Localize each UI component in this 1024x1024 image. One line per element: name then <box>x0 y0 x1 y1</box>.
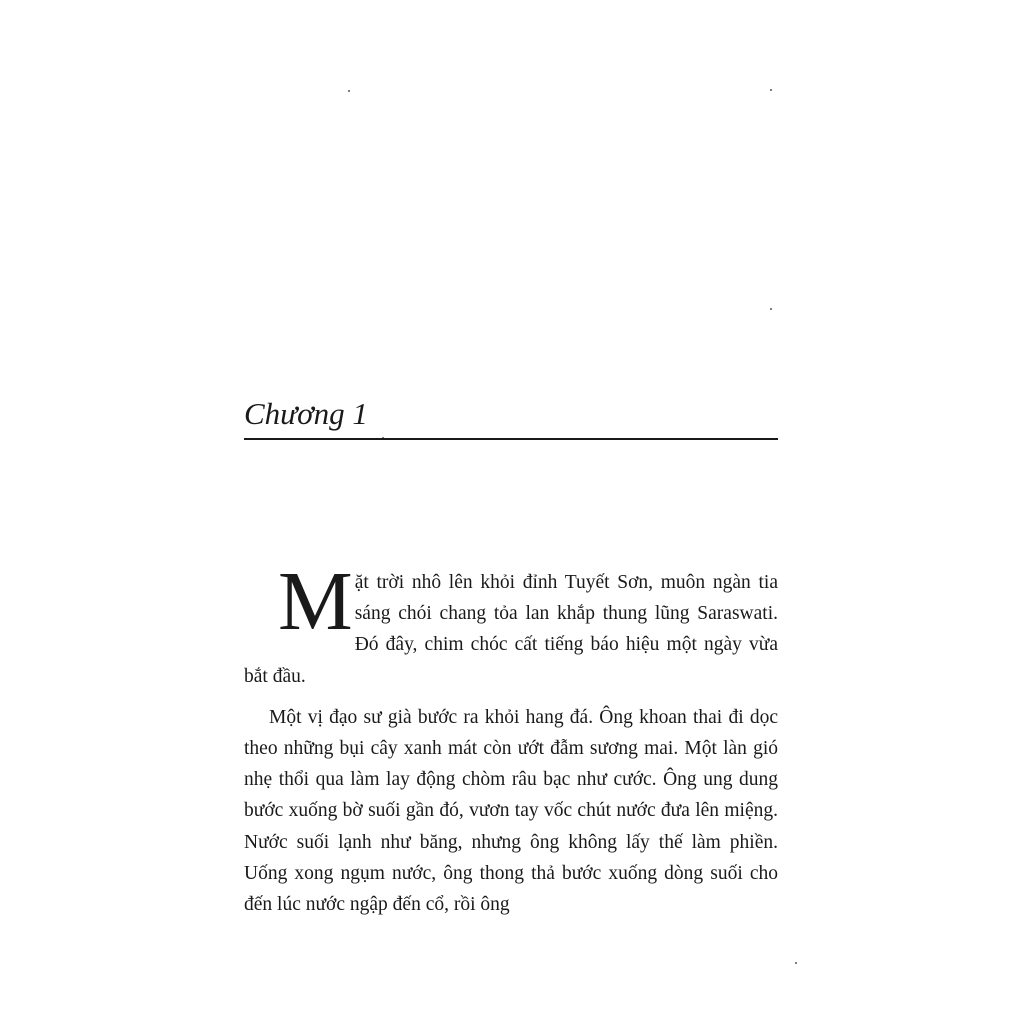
chapter-body <box>244 555 778 920</box>
paragraph <box>244 555 778 692</box>
paragraph <box>244 702 778 920</box>
print-speck <box>770 308 772 310</box>
chapter-title: Chương 1 <box>244 396 368 431</box>
print-speck <box>795 962 797 964</box>
chapter-rule <box>244 438 778 440</box>
paragraph-text: Một vị đạo sư già bước ra khỏi hang đá. Ông khoan thai đi dọc theo những bụi cây xanh mát còn ướt đẫm sương mai. Một làn gió nhẹ thổi qua làm lay động chòm râu bạc như cước. Ông ung dung bước xuống bờ suối gần đó, vươn tay vốc chút nước đưa lên miệng. Nước suối lạnh như băng, nhưng ông không lấy thế làm phiền. Uống xong ngụm nước, ông thong thả bước xuống dòng suối cho đến lúc nước ngập đến cổ, rồi ông <box>244 706 778 916</box>
chapter-heading <box>244 394 778 442</box>
print-speck <box>348 90 350 92</box>
drop-cap: M <box>278 555 353 648</box>
paragraph-text: ặt trời nhô lên khỏi đỉnh Tuyết Sơn, muôn ngàn tia sáng chói chang tỏa lan khắp thung lũng Saraswati. Đó đây, chim chóc cất tiếng báo hiệu một ngày vừa bắt đầu. <box>244 572 778 687</box>
print-speck <box>770 89 772 91</box>
